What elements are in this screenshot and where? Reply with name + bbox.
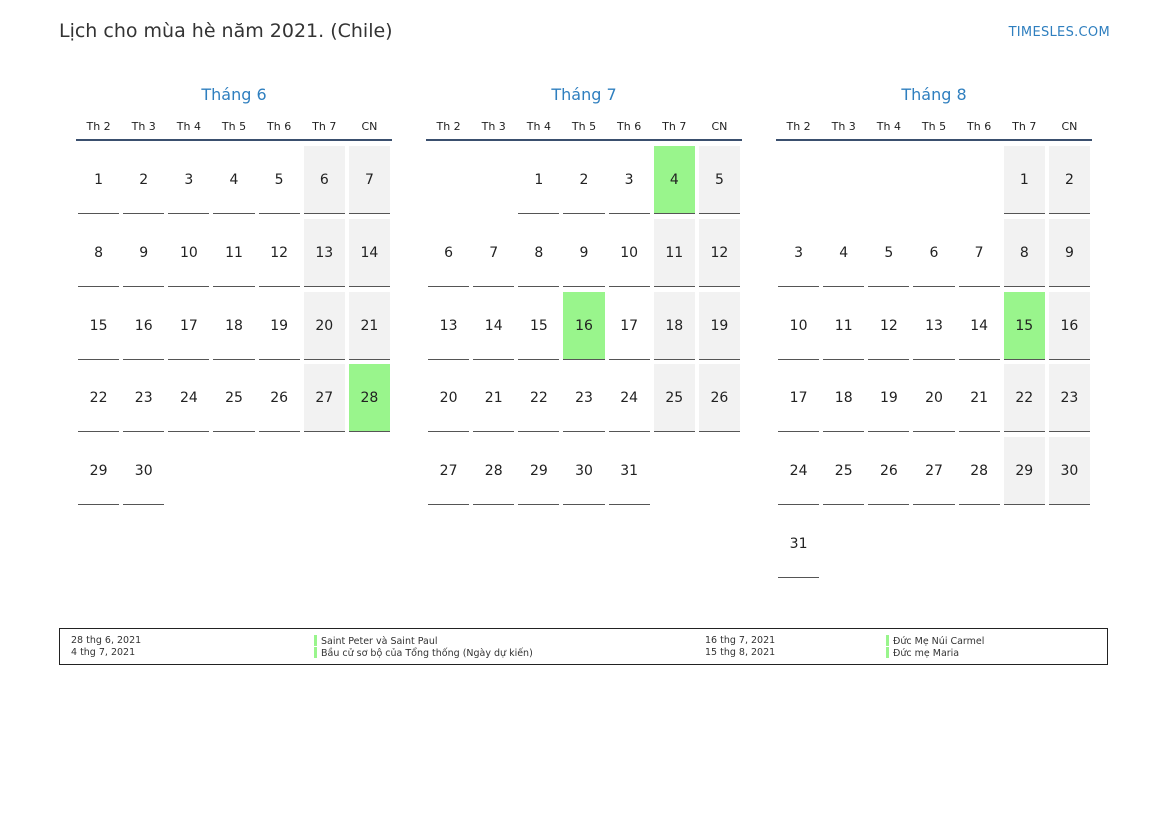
legend-holiday-name: Saint Peter và Saint Paul	[321, 636, 438, 647]
weekday-label: CN	[361, 120, 378, 133]
day-cell[interactable]: 11	[654, 219, 695, 287]
day-cell[interactable]: 11	[213, 219, 254, 287]
day-cell[interactable]: 12	[259, 219, 300, 287]
day-cell[interactable]: 4	[654, 146, 695, 214]
day-cell[interactable]: 27	[913, 437, 954, 505]
week-row	[776, 217, 1092, 290]
day-cell[interactable]: 19	[868, 364, 909, 432]
week-row	[426, 217, 742, 290]
week-row	[426, 362, 742, 435]
week-row	[426, 144, 742, 217]
day-cell[interactable]: 15	[518, 292, 559, 360]
weekday-header	[426, 107, 742, 141]
day-cell[interactable]: 2	[563, 146, 604, 214]
empty-cell	[428, 146, 469, 214]
month-name: Tháng 8	[901, 85, 967, 104]
day-cell[interactable]: 21	[473, 364, 514, 432]
month-july	[426, 83, 742, 508]
day-cell[interactable]: 20	[913, 364, 954, 432]
day-cell[interactable]: 31	[778, 510, 819, 578]
weekday-label: Th 3	[831, 120, 856, 133]
day-cell[interactable]: 17	[778, 364, 819, 432]
weekday-label: Th 7	[1012, 120, 1037, 133]
weekday-label: Th 6	[617, 120, 642, 133]
week-row	[776, 508, 1092, 581]
day-cell[interactable]: 22	[78, 364, 119, 432]
day-cell[interactable]: 13	[913, 292, 954, 360]
day-cell[interactable]: 11	[823, 292, 864, 360]
day-cell[interactable]: 30	[563, 437, 604, 505]
day-cell[interactable]: 25	[823, 437, 864, 505]
day-cell[interactable]: 9	[1049, 219, 1090, 287]
day-cell[interactable]: 16	[1049, 292, 1090, 360]
holiday-color-swatch	[314, 647, 317, 658]
day-cell[interactable]: 26	[699, 364, 740, 432]
holiday-color-swatch	[886, 647, 889, 658]
day-cell[interactable]: 25	[213, 364, 254, 432]
empty-cell	[304, 437, 345, 505]
day-cell[interactable]: 9	[123, 219, 164, 287]
day-cell[interactable]: 3	[609, 146, 650, 214]
day-cell[interactable]: 29	[518, 437, 559, 505]
day-cell[interactable]: 5	[259, 146, 300, 214]
empty-cell	[913, 146, 954, 214]
day-cell[interactable]: 1	[518, 146, 559, 214]
weekday-label: Th 5	[221, 120, 247, 133]
day-cell[interactable]: 7	[349, 146, 390, 214]
week-row	[426, 290, 742, 363]
day-cell[interactable]: 2	[1049, 146, 1090, 214]
day-cell[interactable]: 18	[654, 292, 695, 360]
day-cell[interactable]: 28	[349, 364, 390, 432]
week-row	[76, 217, 392, 290]
day-cell[interactable]: 20	[304, 292, 345, 360]
day-cell[interactable]: 6	[428, 219, 469, 287]
week-row	[76, 362, 392, 435]
empty-cell	[1004, 510, 1045, 578]
day-cell[interactable]: 19	[699, 292, 740, 360]
weekday-label: Th 3	[131, 120, 156, 133]
day-cell[interactable]: 5	[699, 146, 740, 214]
day-cell[interactable]: 17	[609, 292, 650, 360]
month-name: Tháng 7	[551, 85, 617, 104]
weekday-label: CN	[711, 120, 728, 133]
weekday-label: Th 6	[267, 120, 292, 133]
day-cell[interactable]: 30	[1049, 437, 1090, 505]
weekday-label: Th 7	[312, 120, 337, 133]
day-cell[interactable]: 13	[428, 292, 469, 360]
legend-holiday	[886, 647, 959, 660]
day-cell[interactable]: 9	[563, 219, 604, 287]
empty-cell	[959, 510, 1000, 578]
holiday-color-swatch	[314, 635, 317, 646]
week-row	[776, 362, 1092, 435]
day-cell[interactable]: 23	[1049, 364, 1090, 432]
weekday-label: Th 5	[571, 120, 597, 133]
legend-date: 28 thg 6, 2021	[71, 635, 142, 646]
day-cell[interactable]: 29	[78, 437, 119, 505]
day-cell[interactable]: 20	[428, 364, 469, 432]
day-cell[interactable]: 14	[473, 292, 514, 360]
holiday-legend	[59, 628, 1108, 665]
empty-cell	[868, 510, 909, 578]
day-cell[interactable]: 17	[168, 292, 209, 360]
day-cell[interactable]: 4	[823, 219, 864, 287]
weekday-header	[776, 107, 1092, 141]
weekday-label: Th 6	[967, 120, 992, 133]
weekday-label: Th 5	[921, 120, 947, 133]
day-cell[interactable]: 6	[304, 146, 345, 214]
day-cell[interactable]: 8	[78, 219, 119, 287]
legend-date: 4 thg 7, 2021	[71, 647, 136, 658]
week-row	[776, 435, 1092, 508]
day-cell[interactable]: 5	[868, 219, 909, 287]
weekday-label: Th 3	[481, 120, 506, 133]
day-cell[interactable]: 23	[123, 364, 164, 432]
day-cell[interactable]: 30	[123, 437, 164, 505]
month-august	[776, 83, 1092, 581]
week-row	[76, 144, 392, 217]
day-cell[interactable]: 3	[168, 146, 209, 214]
day-cell[interactable]: 24	[609, 364, 650, 432]
day-cell[interactable]: 3	[778, 219, 819, 287]
legend-date: 16 thg 7, 2021	[705, 635, 776, 646]
day-cell[interactable]: 27	[304, 364, 345, 432]
week-row	[776, 290, 1092, 363]
empty-cell	[1049, 510, 1090, 578]
day-cell[interactable]: 10	[778, 292, 819, 360]
week-row	[76, 290, 392, 363]
week-row	[76, 435, 392, 508]
day-cell[interactable]: 21	[959, 364, 1000, 432]
day-cell[interactable]: 27	[428, 437, 469, 505]
weekday-label: Th 2	[436, 120, 461, 133]
empty-cell	[473, 146, 514, 214]
empty-cell	[259, 437, 300, 505]
weekday-label: Th 4	[876, 120, 901, 133]
day-cell[interactable]: 1	[1004, 146, 1045, 214]
weekday-label: Th 4	[176, 120, 201, 133]
day-cell[interactable]: 26	[868, 437, 909, 505]
site-link[interactable]: TIMESLES.COM	[1008, 25, 1110, 40]
month-june	[76, 83, 392, 508]
weekday-label: CN	[1061, 120, 1078, 133]
empty-cell	[823, 510, 864, 578]
day-cell[interactable]: 15	[1004, 292, 1045, 360]
empty-cell	[868, 146, 909, 214]
day-cell[interactable]: 18	[213, 292, 254, 360]
legend-holiday-name: Đức mẹ Maria	[893, 648, 960, 659]
week-row	[776, 144, 1092, 217]
day-cell[interactable]: 24	[168, 364, 209, 432]
weekday-header	[76, 107, 392, 141]
empty-cell	[959, 146, 1000, 214]
empty-cell	[778, 146, 819, 214]
empty-cell	[349, 437, 390, 505]
legend-holiday-name: Bầu cử sơ bộ của Tổng thống (Ngày dự kiến)	[321, 648, 533, 659]
empty-cell	[654, 437, 695, 505]
day-cell[interactable]: 15	[78, 292, 119, 360]
empty-cell	[823, 146, 864, 214]
day-cell[interactable]: 21	[349, 292, 390, 360]
weekday-label: Th 7	[662, 120, 687, 133]
day-cell[interactable]: 10	[609, 219, 650, 287]
day-cell[interactable]: 12	[868, 292, 909, 360]
day-cell[interactable]: 16	[563, 292, 604, 360]
day-cell[interactable]: 22	[518, 364, 559, 432]
weekday-label: Th 2	[786, 120, 811, 133]
weekday-label: Th 4	[526, 120, 551, 133]
day-cell[interactable]: 4	[213, 146, 254, 214]
holiday-color-swatch	[886, 635, 889, 646]
day-cell[interactable]: 8	[1004, 219, 1045, 287]
month-grid	[776, 144, 1092, 581]
day-cell[interactable]: 31	[609, 437, 650, 505]
empty-cell	[168, 437, 209, 505]
day-cell[interactable]: 23	[563, 364, 604, 432]
month-name: Tháng 6	[201, 85, 267, 104]
day-cell[interactable]: 28	[473, 437, 514, 505]
empty-cell	[699, 437, 740, 505]
day-cell[interactable]: 8	[518, 219, 559, 287]
day-cell[interactable]: 26	[259, 364, 300, 432]
day-cell[interactable]: 7	[959, 219, 1000, 287]
day-cell[interactable]: 14	[959, 292, 1000, 360]
page-title: Lịch cho mùa hè năm 2021. (Chile)	[59, 20, 393, 42]
legend-date: 15 thg 8, 2021	[705, 647, 776, 658]
legend-holiday-name: Đức Mẹ Núi Carmel	[893, 636, 985, 647]
empty-cell	[913, 510, 954, 578]
month-grid	[426, 144, 742, 508]
day-cell[interactable]: 19	[259, 292, 300, 360]
day-cell[interactable]: 7	[473, 219, 514, 287]
day-cell[interactable]: 22	[1004, 364, 1045, 432]
day-cell[interactable]: 16	[123, 292, 164, 360]
day-cell[interactable]: 2	[123, 146, 164, 214]
legend-holiday	[314, 647, 533, 660]
weekday-label: Th 2	[86, 120, 111, 133]
empty-cell	[213, 437, 254, 505]
month-grid	[76, 144, 392, 508]
day-cell[interactable]: 18	[823, 364, 864, 432]
day-cell[interactable]: 10	[168, 219, 209, 287]
day-cell[interactable]: 13	[304, 219, 345, 287]
day-cell[interactable]: 14	[349, 219, 390, 287]
day-cell[interactable]: 1	[78, 146, 119, 214]
day-cell[interactable]: 6	[913, 219, 954, 287]
day-cell[interactable]: 12	[699, 219, 740, 287]
week-row	[426, 435, 742, 508]
day-cell[interactable]: 29	[1004, 437, 1045, 505]
day-cell[interactable]: 28	[959, 437, 1000, 505]
day-cell[interactable]: 24	[778, 437, 819, 505]
day-cell[interactable]: 25	[654, 364, 695, 432]
